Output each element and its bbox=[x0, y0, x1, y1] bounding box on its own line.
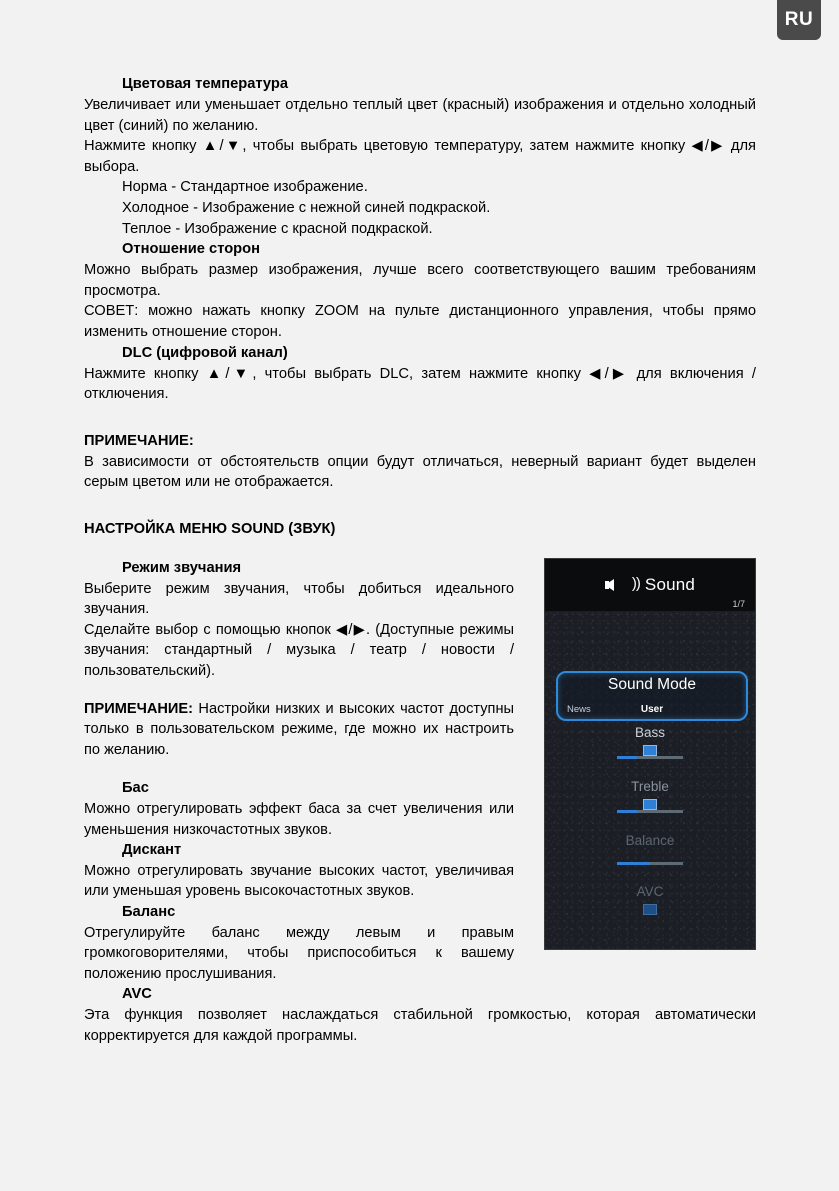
sound-waves-icon: )) bbox=[631, 575, 640, 593]
osd-bass-slider[interactable] bbox=[617, 756, 683, 759]
speaker-icon bbox=[605, 575, 627, 595]
list-item-cool: Холодное - Изображение с нежной синей подкраской. bbox=[122, 199, 491, 216]
paragraph-note-bass-treble bbox=[84, 699, 514, 760]
sound-region bbox=[84, 558, 756, 984]
section-heading-sound-menu: НАСТРОЙКА МЕНЮ SOUND (ЗВУК) bbox=[84, 520, 336, 537]
note-text: В зависимости от обстоятельств опции будут отличаться, неверный вариант будет выделен серым цветом или не отображается. bbox=[84, 453, 756, 491]
paragraph-aspect-1: Можно выбрать размер изображения, лучше всего соответствующего вашим требованиям просмотра. bbox=[84, 262, 756, 299]
osd-row-bass-label[interactable]: Bass bbox=[634, 724, 665, 740]
paragraph-color-temp-2: Нажмите кнопку ▲/▼, чтобы выбрать цветовую температуру, затем нажмите кнопку ◀/▶ для выбора. bbox=[84, 138, 756, 175]
osd-avc-value-chip bbox=[643, 904, 657, 915]
list-item-normal: Норма - Стандартное изображение. bbox=[122, 179, 368, 196]
paragraph-dlc: Нажмите кнопку ▲/▼, чтобы выбрать DLC, затем нажмите кнопку ◀/▶ для включения / отключения. bbox=[84, 365, 756, 403]
paragraph-bass: Можно отрегулировать эффект баса за счет увеличения или уменьшения низкочастотных звуков. bbox=[84, 801, 514, 838]
paragraph-balance: Отрегулируйте баланс между левым и правым громкоговорителями, чтобы приспособиться к вашему положению прослушивания. bbox=[84, 924, 514, 982]
osd-sound-mode-label: Sound Mode bbox=[608, 675, 696, 693]
osd-row-treble-label[interactable]: Treble bbox=[631, 778, 669, 794]
osd-page-indicator: 1/7 bbox=[732, 598, 745, 609]
osd-balance-slider[interactable] bbox=[617, 862, 683, 865]
language-tab-ru[interactable]: RU bbox=[777, 0, 821, 40]
paragraph-treble: Можно отрегулировать звучание высоких частот, увеличивая или уменьшая уровень высокочастотных звуков. bbox=[84, 862, 514, 900]
subheading-color-temperature: Цветовая температура bbox=[122, 76, 289, 92]
paragraph-sound-mode-1: Выберите режим звучания, чтобы добиться идеального звучания. bbox=[84, 580, 514, 618]
osd-treble-slider[interactable] bbox=[617, 810, 683, 813]
subheading-balance: Баланс bbox=[122, 903, 176, 920]
osd-row-avc-label[interactable]: AVC bbox=[636, 883, 664, 899]
osd-highlight-sound-mode[interactable] bbox=[556, 671, 748, 721]
paragraph-color-temp-1: Увеличивает или уменьшает отдельно теплый цвет (красный) изображения и отдельно холодный цвет (синий) по желанию. bbox=[84, 97, 756, 134]
subheading-avc: AVC bbox=[122, 986, 152, 1002]
note-heading: ПРИМЕЧАНИЕ: bbox=[84, 432, 194, 449]
osd-title: Sound bbox=[644, 574, 696, 594]
osd-sound-mode-selected-option[interactable]: User bbox=[640, 703, 664, 715]
paragraph-sound-mode-2: Сделайте выбор с помощью кнопок ◀/▶. (Доступные режимы звучания: стандартный / музыка / театр / новости / пользовательский). bbox=[84, 621, 514, 679]
subheading-aspect-ratio: Отношение сторон bbox=[122, 241, 260, 258]
document-content bbox=[84, 74, 756, 1046]
subheading-dlc: DLC (цифровой канал) bbox=[122, 344, 288, 361]
osd-treble-value-chip bbox=[643, 799, 657, 810]
paragraph-aspect-2: СОВЕТ: можно нажать кнопку ZOOM на пульте дистанционного управления, чтобы прямо изменить отношение сторон. bbox=[84, 303, 756, 340]
sound-text-column bbox=[84, 558, 514, 984]
paragraph-avc: Эта функция позволяет наслаждаться стабильной громкостью, которая автоматически корректируется для каждой программы. bbox=[84, 1007, 756, 1044]
subheading-treble: Дискант bbox=[122, 841, 182, 858]
osd-bass-value-chip bbox=[643, 745, 657, 756]
note2-text: Настройки низких и высоких частот доступны только в пользовательском режиме, где можно их настроить по желанию. bbox=[84, 700, 514, 758]
osd-sound-menu-image bbox=[544, 558, 756, 950]
osd-header bbox=[545, 559, 755, 611]
note2-label: ПРИМЕЧАНИЕ: bbox=[84, 700, 194, 717]
osd-row-balance-label[interactable]: Balance bbox=[625, 832, 675, 848]
osd-sound-mode-prev-option[interactable]: News bbox=[567, 703, 591, 715]
subheading-sound-mode: Режим звучания bbox=[122, 559, 242, 576]
list-item-warm: Теплое - Изображение с красной подкраской. bbox=[122, 220, 433, 237]
subheading-bass: Бас bbox=[122, 780, 149, 797]
